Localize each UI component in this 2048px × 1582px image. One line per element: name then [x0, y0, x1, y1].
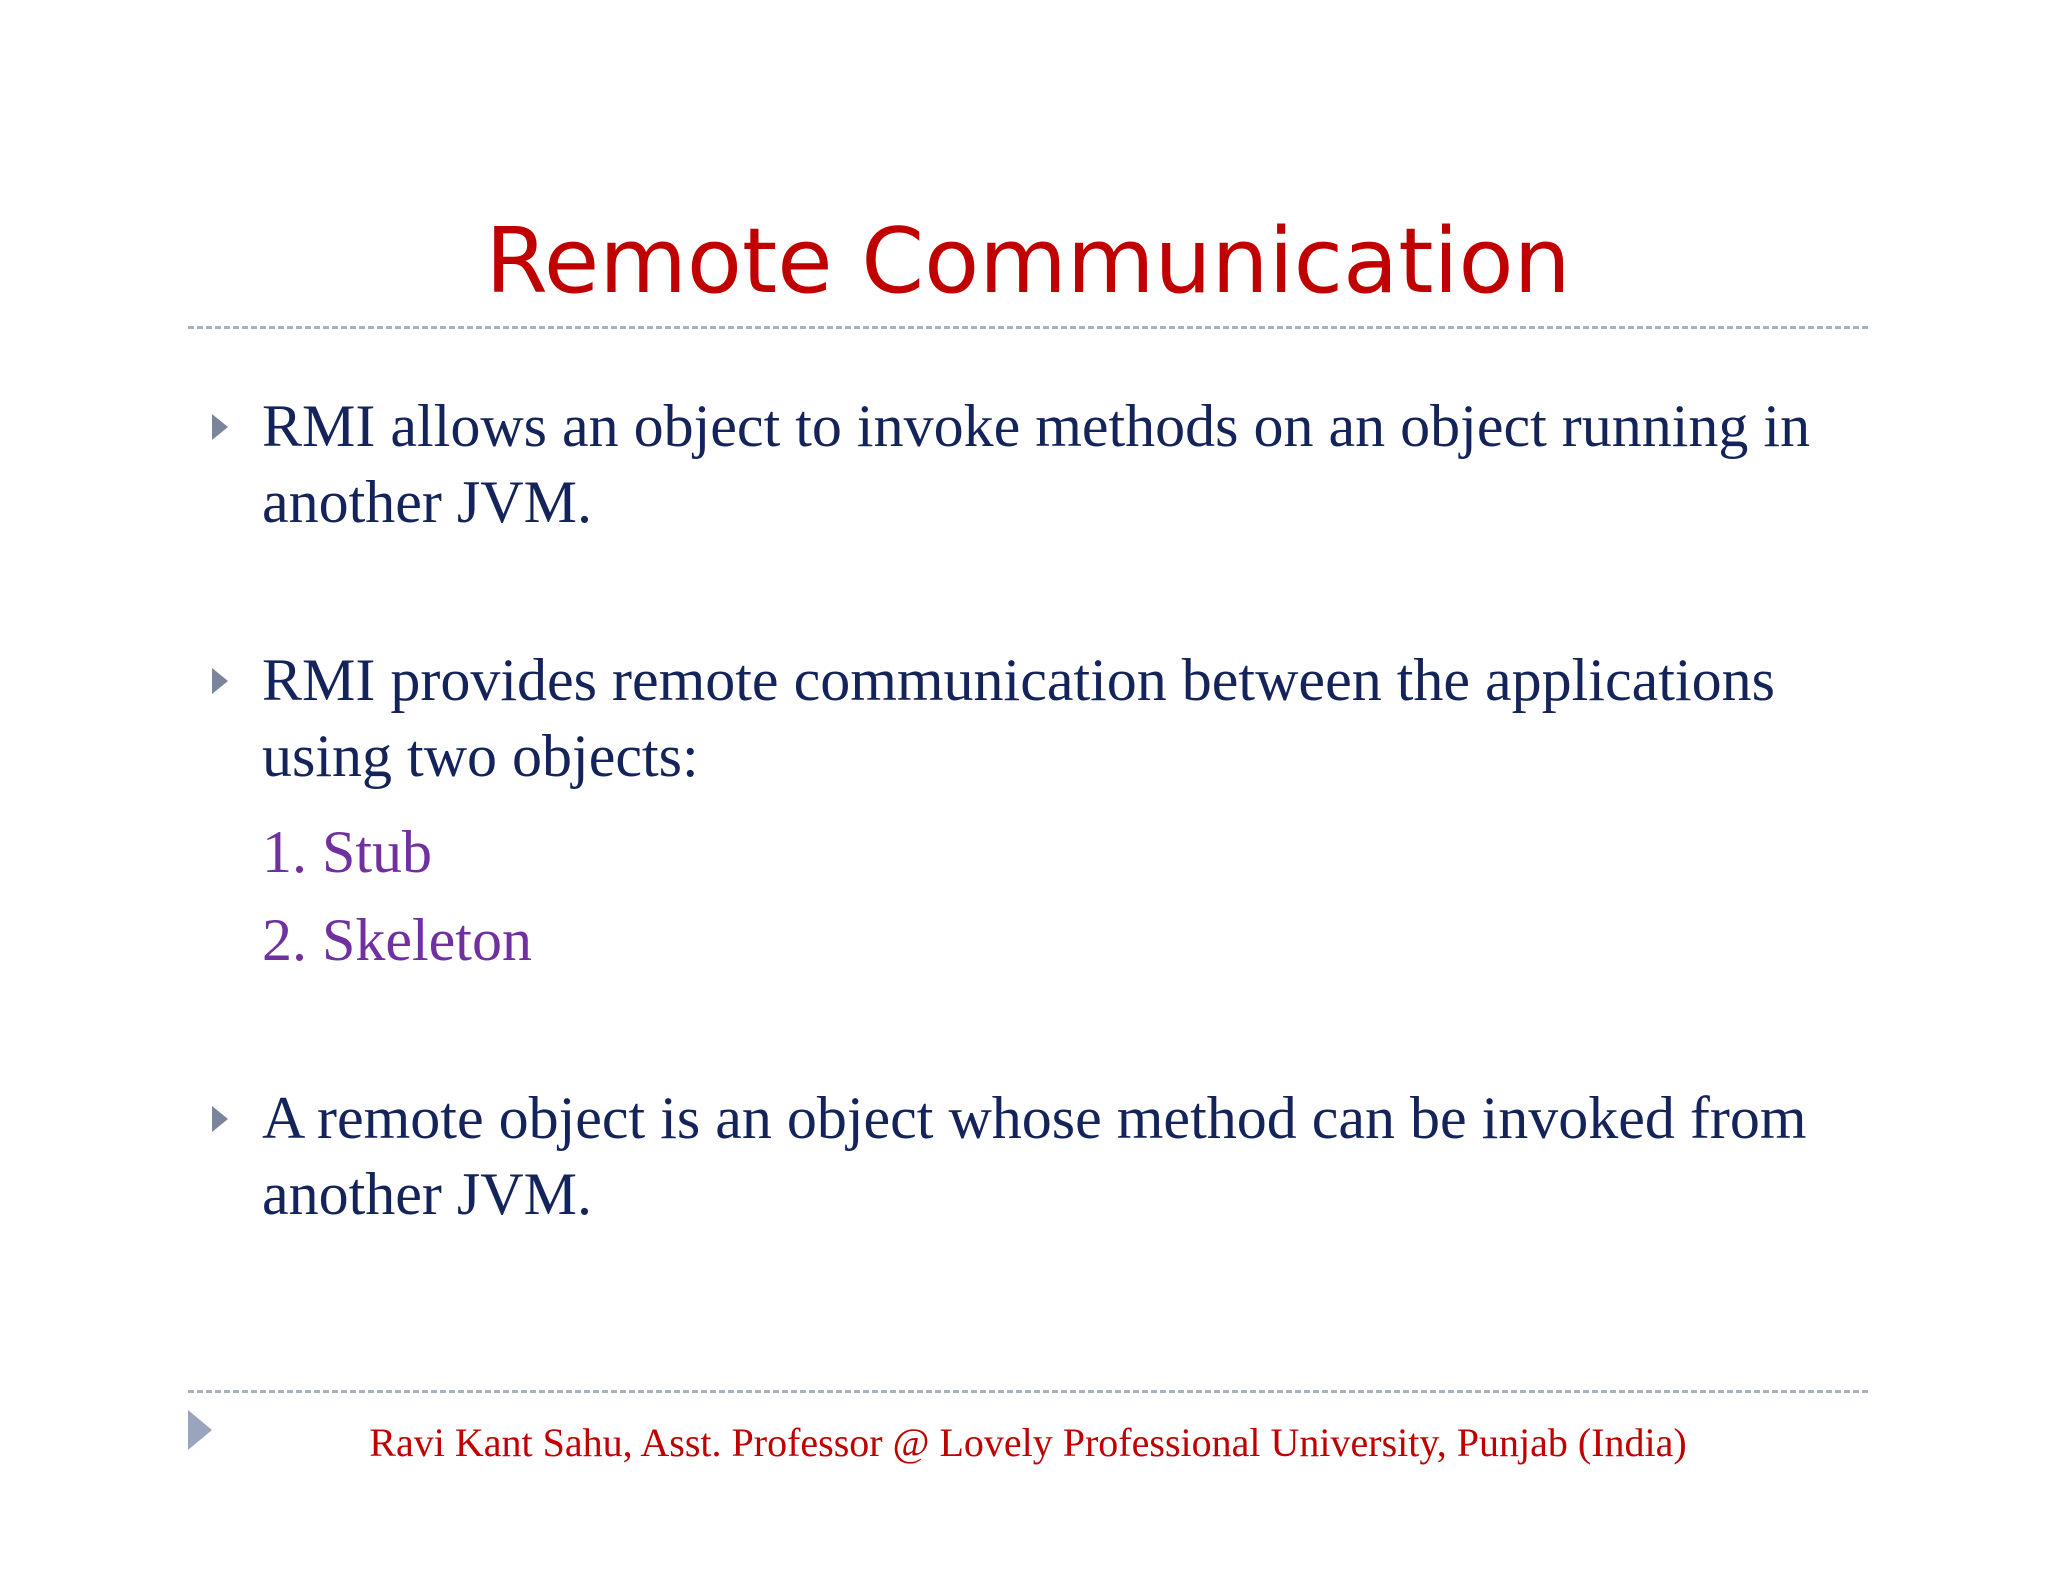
- bullet-text: RMI provides remote communication between the applications using two objects:: [262, 647, 1775, 789]
- triangle-right-icon: [212, 1106, 228, 1132]
- sub-list: [262, 808, 532, 984]
- triangle-right-icon: [212, 668, 228, 694]
- title-divider: [188, 326, 1868, 329]
- footer-divider: [188, 1390, 1868, 1393]
- bullet-item: [262, 1080, 1882, 1232]
- bullet-text: RMI allows an object to invoke methods on an object running in another JVM.: [262, 393, 1811, 535]
- bullet-item: [262, 642, 1882, 794]
- bullet-item: [262, 388, 1882, 540]
- sub-item-stub: 1. Stub: [262, 819, 433, 885]
- slide-title: Remote Communication: [485, 209, 1571, 314]
- footer-credit: Ravi Kant Sahu, Asst. Professor @ Lovely Professional University, Punjab (India): [369, 1420, 1687, 1465]
- sub-item-skeleton: 2. Skeleton: [262, 907, 532, 973]
- triangle-right-icon: [212, 414, 228, 440]
- bullet-text: A remote object is an object whose method can be invoked from another JVM.: [262, 1085, 1807, 1227]
